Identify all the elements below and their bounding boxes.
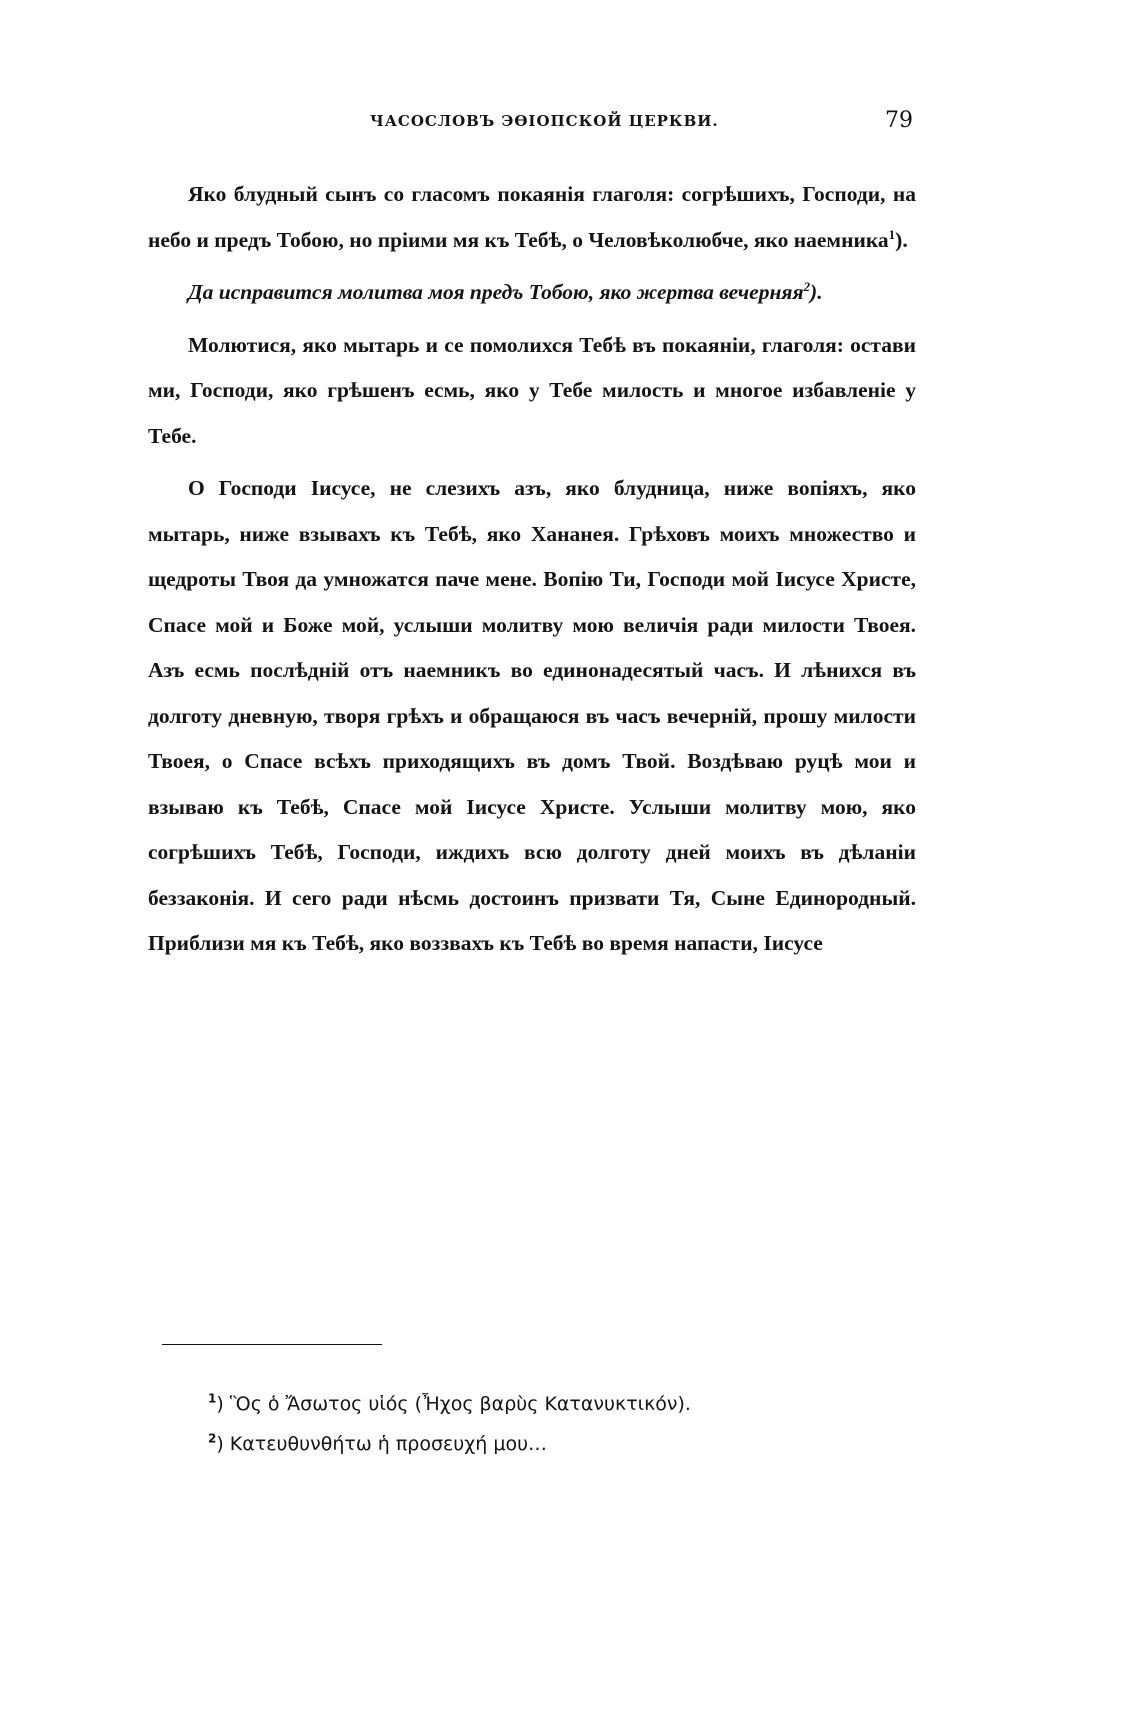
footnote-ref-1: 1	[888, 226, 896, 242]
footnote-1-text: ) Ὃς ὁ Ἄσωτος υἱός (Ἦχος βαρὺς Κατανυκτικόν).	[216, 1393, 691, 1415]
paragraph-1-tail: ).	[895, 227, 908, 252]
running-title: ЧАСОСЛОВЪ ЭѲІОПСКОЙ ЦЕРКВИ.	[370, 112, 719, 130]
paragraph-3-text: Молютися, яко мытарь и се помолихся Тебѣ въ покаяніи, глаголя: остави ми, Господи, яко грѣшенъ есмь, яко у Тебе милость и многое избавленіе у Тебе.	[148, 332, 916, 448]
paragraph-2-tail: ).	[810, 280, 823, 304]
paragraph-1-text: Яко блудный сынъ со гласомъ покаянія глаголя: согрѣшихъ, Господи, на небо и предъ Тобою, но пріими мя къ Тебѣ, о Человѣколюбче, яко наемника	[148, 182, 916, 252]
page-number: 79	[885, 108, 913, 133]
paragraph-2	[148, 270, 916, 316]
footnote-2-text: ) Κατευθυνθήτω ἡ προσευχή μου…	[216, 1433, 548, 1455]
footnote-divider	[162, 1344, 382, 1345]
footnote-2	[208, 1424, 908, 1464]
footnote-ref-2: 2	[803, 278, 811, 294]
footnotes	[208, 1384, 908, 1464]
paragraph-1	[148, 172, 916, 263]
running-head	[148, 108, 913, 142]
footnote-1-number: 1	[208, 1391, 217, 1406]
paragraph-4-text: О Господи Іисусе, не слезихъ азъ, яко блудница, ниже вопіяхъ, яко мытарь, ниже взывахъ къ Тебѣ, яко Хананея. Грѣховъ моихъ множество и щедроты Твоя да умножатся паче мене. Вопію Ти, Господи мой Іисусе Христе, Спасе мой и Боже мой, услыши молитву мою величія ради милости Твоея. Азъ есмь послѣдній отъ наемникъ во единонадесятый часъ. И лѣнихся въ долготу дневную, творя грѣхъ и обращаюся въ часъ вечерній, прошу милости Твоея, о Спасе всѣхъ приходящихъ въ домъ Твой. Воздѣваю руцѣ мои и взываю къ Тебѣ, Спасе мой Іисусе Христе. Услыши молитву мою, яко согрѣшихъ Тебѣ, Господи, иждихъ всю долготу дней моихъ въ дѣланіи беззаконія. И сего ради нѣсмь достоинъ призвати Тя, Сыне Единородный. Приблизи мя къ Тебѣ, яко воззвахъ къ Тебѣ во время напасти, Іисусе	[148, 476, 916, 955]
paragraph-4	[148, 466, 916, 967]
footnote-2-number: 2	[208, 1431, 217, 1446]
main-text	[148, 172, 916, 974]
paragraph-3	[148, 323, 916, 460]
footnote-1	[208, 1384, 908, 1424]
paragraph-2-text: Да исправится молитва моя предъ Тобою, яко жертва вечерняя	[188, 280, 804, 304]
